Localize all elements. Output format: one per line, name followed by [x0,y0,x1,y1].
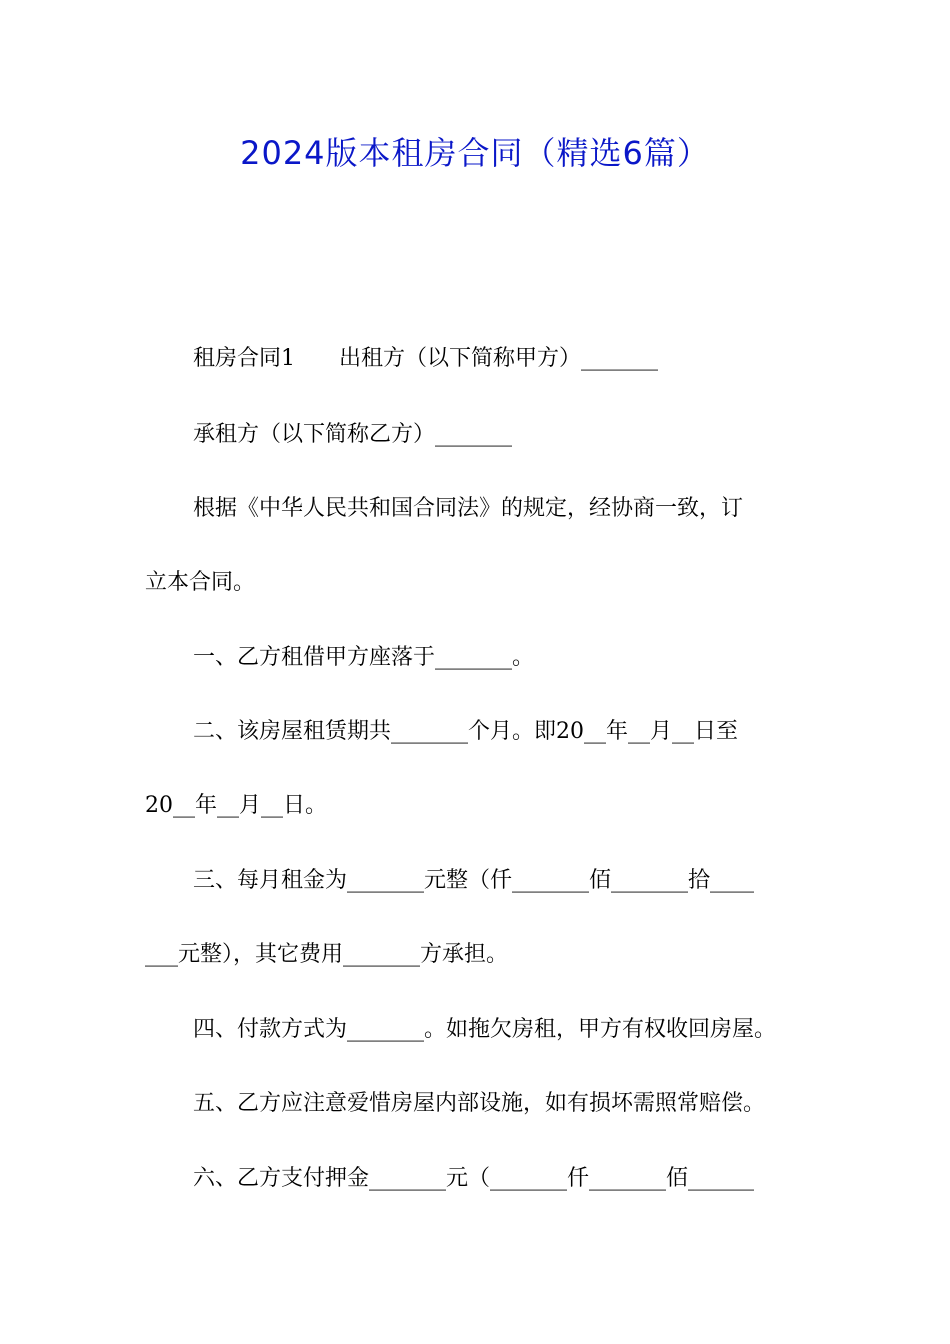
contract-clause-1: 一、乙方租借甲方座落于_______。 [193,645,535,670]
contract-line-lessor: 租房合同1 出租方（以下简称甲方）_______ [193,346,658,371]
contract-clause-5: 五、乙方应注意爱惜房屋内部设施，如有损坏需照常赔偿。 [193,1091,766,1116]
contract-clause-3-part-1: 三、每月租金为_______元整（仟_______佰_______拾____ [193,868,755,893]
document-title: 2024版本租房合同（精选6篇） [240,134,710,172]
contract-line-preamble-2: 立本合同。 [145,570,256,595]
contract-clause-2-part-2: 20__年__月__日。 [145,793,327,818]
contract-clause-3-part-2: ___元整），其它费用_______方承担。 [145,942,509,967]
contract-line-preamble-1: 根据《中华人民共和国合同法》的规定，经协商一致，订 [193,496,744,521]
contract-line-lessee: 承租方（以下简称乙方）_______ [193,422,513,447]
contract-clause-6: 六、乙方支付押金_______元（_______仟_______佰______ [193,1166,755,1191]
contract-clause-4: 四、付款方式为_______。如拖欠房租，甲方有权收回房屋。 [193,1017,777,1042]
contract-clause-2-part-1: 二、该房屋租赁期共_______个月。即20__年__月__日至 [193,719,738,744]
